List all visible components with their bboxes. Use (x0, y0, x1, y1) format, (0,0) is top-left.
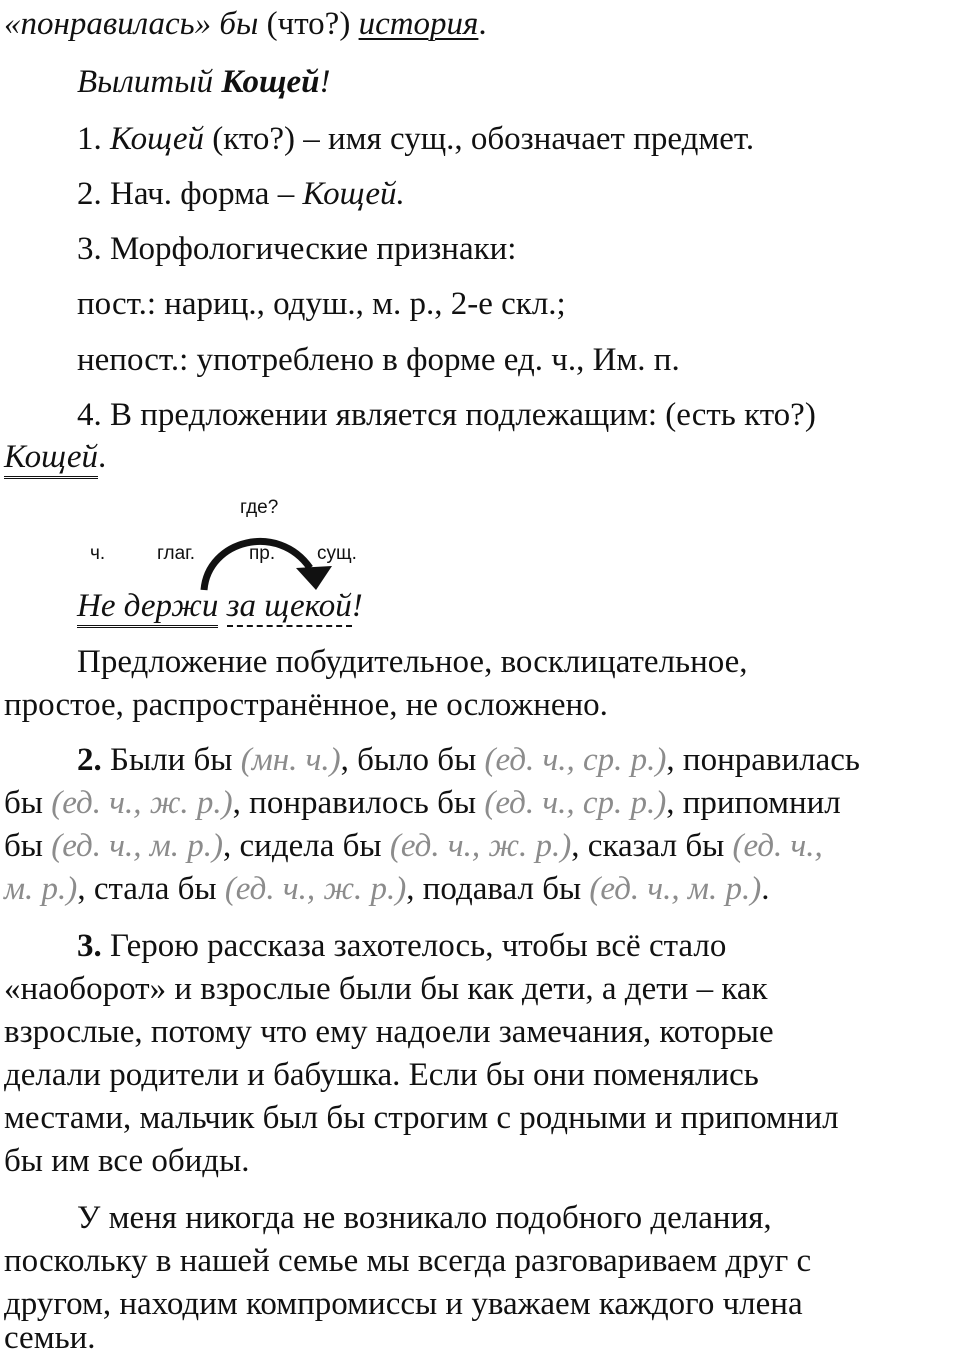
task3-line-1 (77, 926, 726, 966)
scheme-label-noun: сущ. (317, 543, 357, 564)
task2-l4e: (ед. ч., м. р.) (589, 871, 762, 907)
scheme-question: где? (240, 497, 279, 518)
characteristic-line-1: Предложение побудительное, восклицательное, (77, 644, 748, 680)
parse-nonconst: непост.: употреблено в форме ед. ч., Им. п. (77, 342, 680, 378)
parse-item4-end: . (98, 439, 107, 475)
intro-question: (что?) (266, 6, 351, 42)
task2-l1b: (мн. ч.) (240, 742, 341, 778)
intro-word: история (358, 6, 479, 42)
task2-l2c: , понравилось бы (232, 785, 477, 821)
task2-num: 2. (77, 742, 102, 778)
characteristic-line-2: простое, распространённое, не осложнено. (4, 687, 608, 723)
parse-item-2 (77, 174, 405, 214)
task3-l1: Герою рассказа захотелось, чтобы всё стало (110, 928, 727, 964)
task2-l3e: , сказал бы (571, 828, 725, 864)
parse-item2-end: . (396, 176, 405, 212)
task2-line-3 (4, 826, 823, 866)
task2-l2a: бы (4, 785, 43, 821)
parse-item-4: 4. В предложении является подлежащим: (есть кто?) (77, 397, 816, 433)
task3-line-4: делали родители и бабушка. Если бы они поменялись (4, 1057, 759, 1093)
parse-item-3: 3. Морфологические признаки: (77, 231, 517, 267)
task3-line-5: местами, мальчик был бы строгим с родными и припомнил (4, 1100, 839, 1136)
scheme-sentence-end: ! (351, 588, 363, 624)
task2-l3a: бы (4, 828, 43, 864)
task2-l1e: , понравилась (666, 742, 860, 778)
task2-l4c: (ед. ч., ж. р.) (224, 871, 407, 907)
task2-l3f: (ед. ч., (732, 828, 823, 864)
parse-item2-text: 2. Нач. форма – (77, 176, 295, 212)
task2-l2d: (ед. ч., ср. р.) (484, 785, 667, 821)
parse-const: пост.: нариц., одуш., м. р., 2-е скл.; (77, 286, 566, 322)
scheme-sentence (77, 586, 363, 626)
task2-l3c: , сидела бы (223, 828, 382, 864)
task2-l4a: м. р.) (4, 871, 78, 907)
task3-line-3: взрослые, потому что ему надоели замечания, которые (4, 1014, 774, 1050)
task2-l3d: (ед. ч., ж. р.) (389, 828, 572, 864)
task3-line-2: «наоборот» и взрослые были бы как дети, а дети – как (4, 971, 768, 1007)
conclusion-line-1: У меня никогда не возникало подобного делания, (77, 1200, 772, 1236)
intro-quote: «понравилась» бы (4, 6, 259, 42)
parse-item-4-cont (4, 437, 106, 477)
conclusion-line-4: семьи. (4, 1320, 96, 1356)
parse-item2-word: Кощей (302, 176, 397, 212)
task2-l4b: , стала бы (77, 871, 217, 907)
parse-item1-word: Кощей (110, 121, 205, 157)
scheme-label-ch: ч. (90, 543, 106, 564)
parse-title-end: ! (319, 64, 331, 100)
task2-l1a: Были бы (110, 742, 233, 778)
task2-l1d: (ед. ч., ср. р.) (484, 742, 667, 778)
task2-l2b: (ед. ч., ж. р.) (51, 785, 233, 821)
scheme-sentence-ne: Не держи (77, 588, 218, 628)
task2-line-1 (77, 740, 860, 780)
intro-end: . (478, 6, 487, 42)
parse-item4-word: Кощей (4, 439, 98, 479)
task3-line-6: бы им все обиды. (4, 1143, 250, 1179)
task2-line-4 (4, 869, 769, 909)
conclusion-line-2: поскольку в нашей семье мы всегда разговариваем друг с (4, 1243, 812, 1279)
task3-num: 3. (77, 928, 102, 964)
task2-l3b: (ед. ч., м. р.) (51, 828, 224, 864)
parse-item-1 (77, 119, 754, 159)
task2-l4d: , подавал бы (406, 871, 582, 907)
parse-item1-num: 1. (77, 121, 102, 157)
task2-l1c: , было бы (340, 742, 477, 778)
scheme-label-verb: глаг. (157, 543, 196, 564)
conclusion-line-3: другом, находим компромиссы и уважаем каждого члена (4, 1286, 803, 1322)
parse-title-prefix: Вылитый (77, 64, 214, 100)
scheme-label-prep: пр. (249, 543, 276, 564)
parse-title-word: Кощей (221, 64, 320, 100)
task2-l2e: , припомнил (666, 785, 841, 821)
parse-title (77, 62, 330, 102)
intro-line (4, 4, 487, 44)
parse-item1-rest: (кто?) – имя сущ., обозначает предмет. (212, 121, 755, 157)
task2-l4f: . (761, 871, 770, 907)
task2-line-2 (4, 783, 841, 823)
scheme-sentence-za: за щекой (227, 588, 352, 627)
